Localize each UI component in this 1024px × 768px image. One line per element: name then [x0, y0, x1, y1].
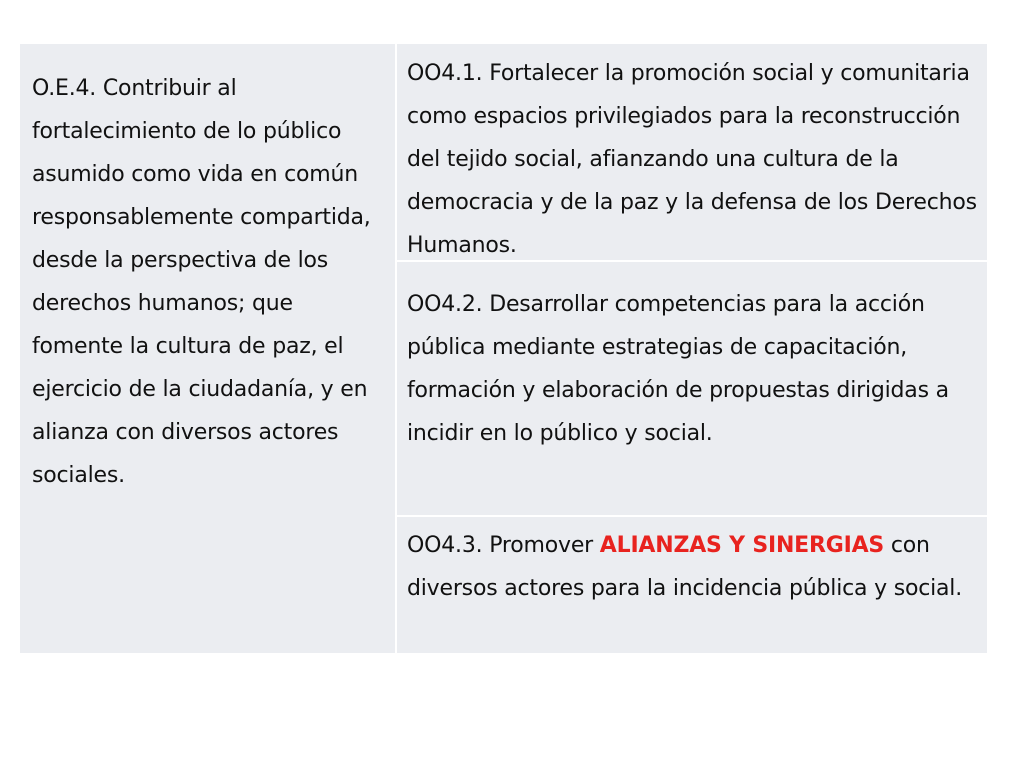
general-objective-cell [20, 44, 395, 653]
objective-3-suffix: con diversos actores para la incidencia pública y social. [407, 533, 963, 601]
operational-objective-text-3 [407, 524, 979, 610]
objective-3-highlight: ALIANZAS Y SINERGIAS [599, 533, 885, 558]
operational-objective-cell-1 [397, 44, 987, 260]
operational-objective-cell-2 [397, 262, 987, 515]
operational-objective-cell-3 [397, 517, 987, 653]
operational-objective-text-2: OO4.2. Desarrollar competencias para la acción pública mediante estrategias de capacitación, formación y elaboración de propuestas dirigidas a incidir en lo público y social. [407, 292, 949, 446]
general-objective-text: O.E.4. Contribuir al fortalecimiento de lo público asumido como vida en común responsablemente compartida, desde la perspectiva de los derechos humanos; que fomente la cultura de paz, el ejercicio de la ciudadanía, y en alianza con diversos actores sociales. [32, 76, 371, 488]
objective-3-prefix: OO4.3. Promover [407, 533, 600, 558]
objectives-table [20, 44, 987, 653]
operational-objective-text-1: OO4.1. Fortalecer la promoción social y comunitaria como espacios privilegiados para la reconstrucción del tejido social, afianzando una cultura de la democracia y de la paz y la defensa de los Derechos Humanos. [407, 61, 977, 258]
